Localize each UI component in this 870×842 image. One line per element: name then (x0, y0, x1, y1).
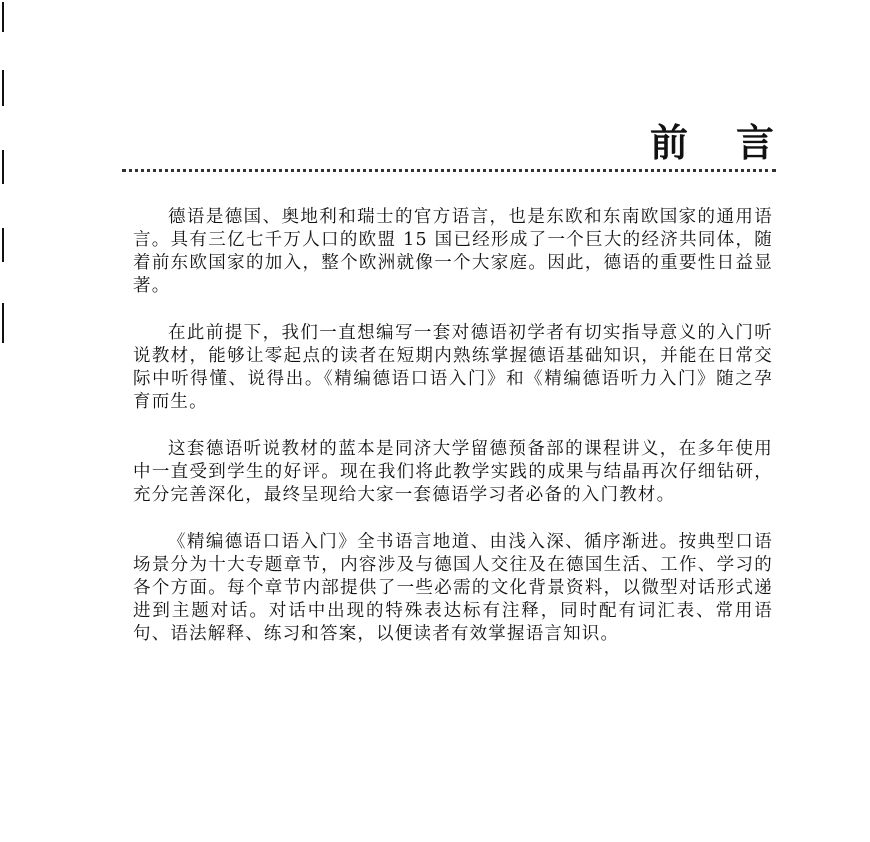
edge-mark (2, 70, 4, 106)
paragraph-1: 德语是德国、奥地利和瑞士的官方语言，也是东欧和东南欧国家的通用语言。具有三亿七千万人口的欧盟 15 国已经形成了一个巨大的经济共同体，随着前东欧国家的加入，整个欧洲就像一个大家庭。因此，德语的重要性日益显著。 (133, 207, 773, 296)
edge-mark (2, 150, 4, 184)
preface-body (133, 206, 773, 670)
paragraph-3: 这套德语听说教材的蓝本是同济大学留德预备部的课程讲义，在多年使用中一直受到学生的好评。现在我们将此教学实践的成果与结晶再次仔细钻研，充分完善深化，最终呈现给大家一套德语学习者必备的入门教材。 (133, 439, 773, 505)
paragraph-4: 《精编德语口语入门》全书语言地道、由浅入深、循序渐进。按典型口语场景分为十大专题章节，内容涉及与德国人交往及在德国生活、工作、学习的各个方面。每个章节内部提供了一些必需的文化背景资料，以微型对话形式递进到主题对话。对话中出现的特殊表达标有注释，同时配有词汇表、常用语句、语法解释、练习和答案，以便读者有效掌握语言知识。 (133, 532, 773, 644)
edge-mark (2, 228, 4, 262)
paragraph-2: 在此前提下，我们一直想编写一套对德语初学者有切实指导意义的入门听说教材，能够让零起点的读者在短期内熟练掌握德语基础知识，并能在日常交际中听得懂、说得出。《精编德语口语入门》和《精编德语听力入门》随之孕育而生。 (133, 323, 773, 412)
edge-mark (2, 2, 4, 32)
edge-mark (2, 303, 4, 343)
page-title: 前言 (649, 121, 822, 165)
title-divider (122, 169, 776, 172)
